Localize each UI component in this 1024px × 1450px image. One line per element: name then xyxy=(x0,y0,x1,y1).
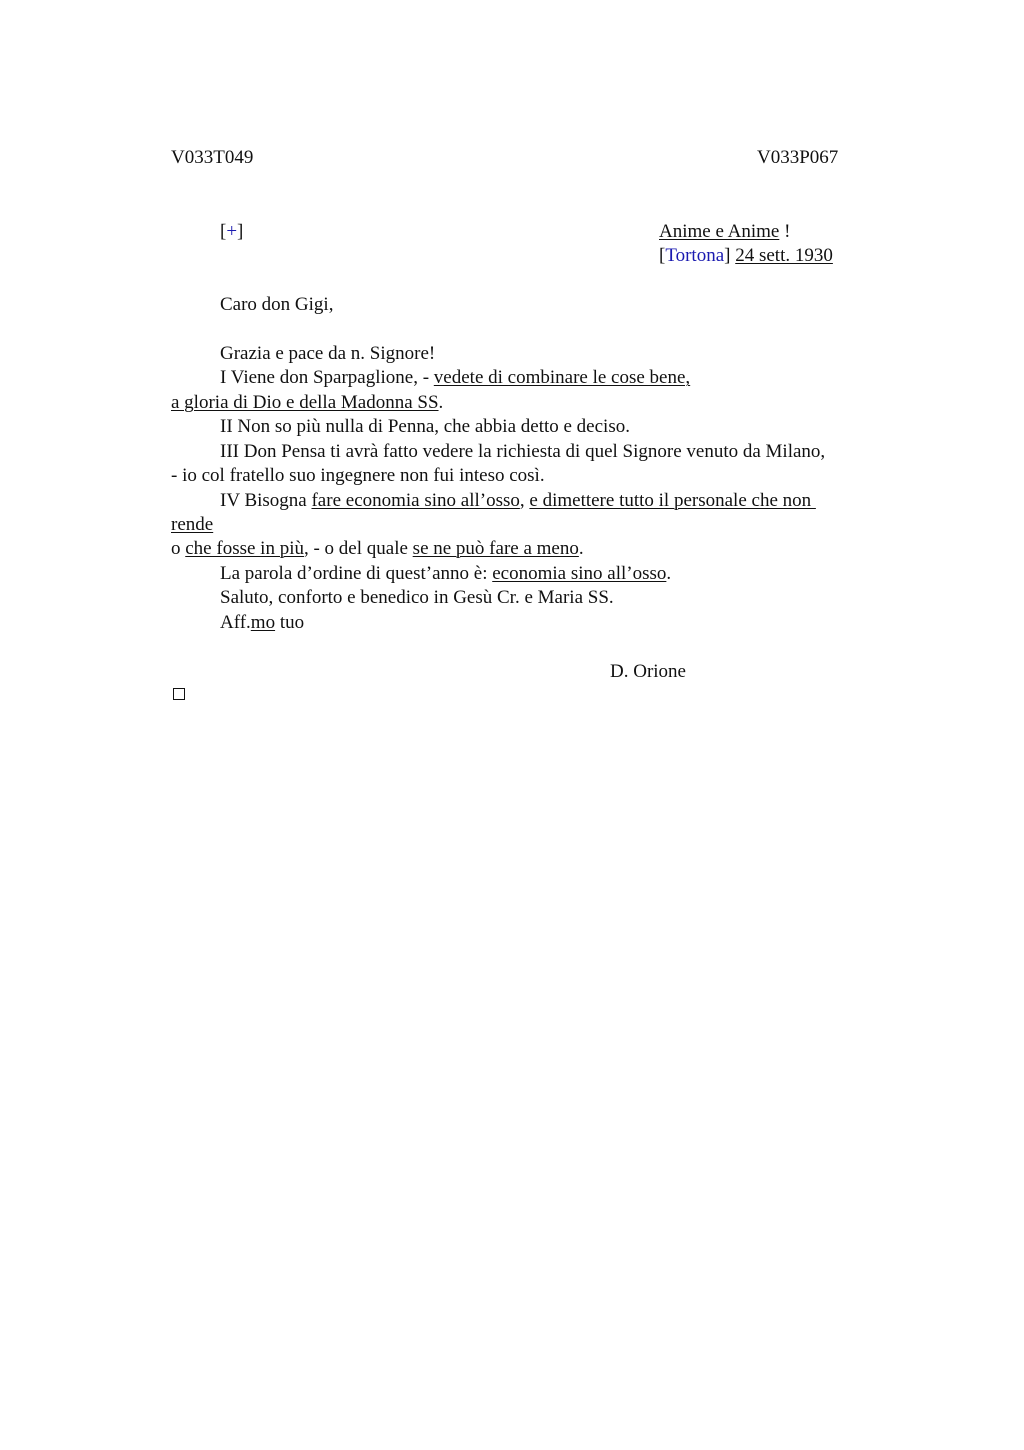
paragraph-1-line-2: a gloria di Dio e della Madonna SS. xyxy=(171,392,444,413)
salutation: Caro don Gigi, xyxy=(220,294,334,315)
signature: D. Orione xyxy=(610,661,686,682)
letter-place-date: [Tortona] 24 sett. 1930 xyxy=(659,245,833,266)
plus-mark: + xyxy=(226,221,238,242)
paragraph-4-line-2: rende xyxy=(171,514,214,535)
paragraph-3-line-2: - io col fratello suo ingegnere non fui inteso così. xyxy=(171,465,545,486)
document-code-right: V033P067 xyxy=(757,147,839,168)
cross-mark: [+] xyxy=(220,221,244,242)
greeting: Grazia e pace da n. Signore! xyxy=(220,343,436,364)
paragraph-5: La parola d’ordine di quest’anno è: economia sino all’osso. xyxy=(220,563,672,584)
paragraph-1-line-1: I Viene don Sparpaglione, - vedete di combinare le cose bene, xyxy=(220,367,691,388)
end-box-marker xyxy=(173,688,185,700)
paragraph-2: II Non so più nulla di Penna, che abbia detto e deciso. xyxy=(220,416,630,437)
letter-place: Tortona xyxy=(665,245,725,266)
closing: Aff.mo tuo xyxy=(220,612,305,633)
letter-date: 24 sett. 1930 xyxy=(735,245,833,266)
paragraph-6: Saluto, conforto e benedico in Gesù Cr. e Maria SS. xyxy=(220,587,614,608)
paragraph-3-line-1: III Don Pensa ti avrà fatto vedere la richiesta di quel Signore venuto da Milano, xyxy=(220,441,826,462)
paragraph-4-line-3: o che fosse in più, - o del quale se ne può fare a meno. xyxy=(171,538,584,559)
paragraph-4-line-1: IV Bisogna fare economia sino all’osso, e dimettere tutto il personale che non xyxy=(220,490,816,511)
letter-title: Anime e Anime ! xyxy=(659,221,791,242)
document-code-left: V033T049 xyxy=(171,147,254,168)
